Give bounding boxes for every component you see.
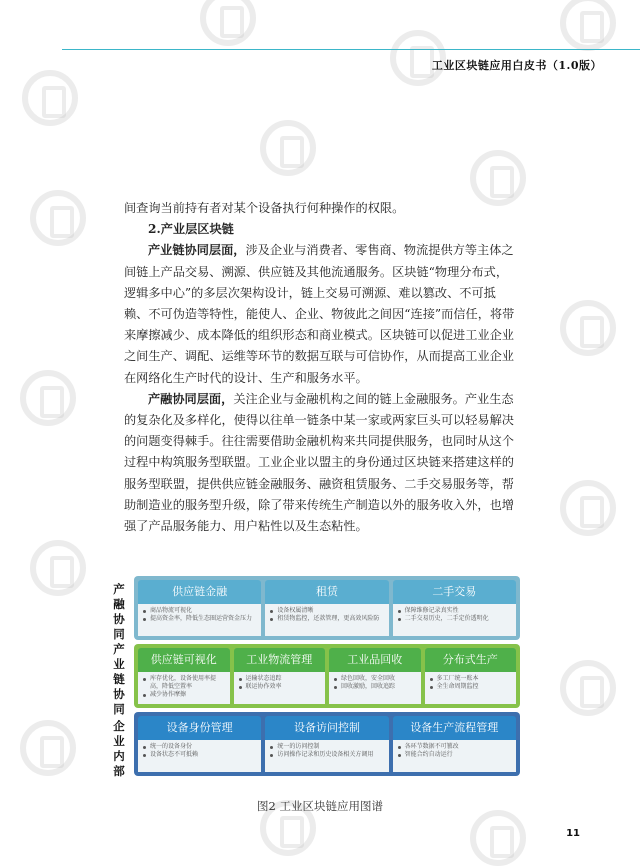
diagram-cell-item: 统一的设备身份 [150, 743, 257, 751]
diagram-cell-enterprise-2 [393, 716, 516, 772]
paragraph-body: 关注企业与金融机构之间的链上金融服务。产业生态的复杂化及多样化，使得以往单一链条中某一家或两家巨头可以轻易解决的问题变得棘手。往往需要借助金融机构来共同提供服务，也同时从这个过程中构筑服务型联盟。工业企业以盟主的身份通过区块链来搭建这样的服务型联盟，提供供应链金融服务、融资租赁服务、二手交易服务等，帮助制造业的服务型升级，除了带来传统生产制造以外的服务收入外，也增强了产品服务能力、用户粘性以及生态粘性。 [124, 391, 514, 534]
diagram-cell-title: 设备身份管理 [138, 716, 261, 740]
paragraph-industry-finance [124, 389, 516, 537]
diagram-cell-industry-2 [329, 648, 421, 704]
diagram-cell-item: 绿色回收，安全回收 [341, 675, 417, 683]
diagram-cell-items [234, 672, 326, 704]
diagram-cell-title: 供应链可视化 [138, 648, 230, 672]
paragraph-industry-chain [124, 240, 516, 388]
diagram-cell-item: 商品物流可视化 [150, 607, 257, 615]
diagram-cell-item: 智能合约自动运行 [405, 751, 512, 759]
diagram-cell-items [425, 672, 517, 704]
diagram-cell-item: 提高资金率，降低生态圈运营资金压力 [150, 615, 257, 623]
application-map-diagram [108, 576, 520, 776]
section-heading: 2.产业层区块链 [148, 222, 234, 237]
diagram-cell-industry-1 [234, 648, 326, 704]
diagram-cell-item: 设备权属清晰 [277, 607, 384, 615]
diagram-cell-title: 分布式生产 [425, 648, 517, 672]
diagram-cell-title: 供应链金融 [138, 580, 261, 604]
paragraph-continuation: 间查询当前持有者对某个设备执行何种操作的权限。 [124, 201, 405, 215]
row-label-enterprise: 企 业 内 部 [113, 719, 125, 778]
diagram-cell-item: 各环节数据不可篡改 [405, 743, 512, 751]
diagram-cell-item: 联运协作效率 [246, 683, 322, 691]
diagram-cell-enterprise-0 [138, 716, 261, 772]
diagram-cell-title: 设备访问控制 [265, 716, 388, 740]
diagram-cell-title: 工业品回收 [329, 648, 421, 672]
diagram-cell-title: 设备生产流程管理 [393, 716, 516, 740]
diagram-cell-item: 租赁物监控，还款管理，更高效风险防 [277, 615, 384, 623]
diagram-cell-items [329, 672, 421, 704]
diagram-cell-finance-1 [265, 580, 388, 636]
diagram-cell-items [138, 604, 261, 636]
diagram-cell-title: 工业物流管理 [234, 648, 326, 672]
row-finance [134, 576, 520, 640]
body-text [124, 198, 516, 537]
diagram-cell-item: 保障维修记录真实性 [405, 607, 512, 615]
diagram-cell-item: 统一的访问控制 [277, 743, 384, 751]
diagram-cell-item: 访问操作记录和历史设备相关方调用 [277, 751, 384, 759]
paragraph-lead: 产业链协同层面， [148, 243, 246, 258]
diagram-cell-item: 全生命周期监控 [437, 683, 513, 691]
diagram-cell-items [265, 740, 388, 772]
diagram-cell-items [265, 604, 388, 636]
diagram-cell-items [138, 740, 261, 772]
diagram-cell-item: 运输状态追踪 [246, 675, 322, 683]
diagram-cell-items [393, 604, 516, 636]
diagram-cell-items [393, 740, 516, 772]
diagram-cell-item: 二手交易历史，二手定价透明化 [405, 615, 512, 623]
row-label-finance: 产 融 协 同 [113, 582, 125, 641]
diagram-cell-finance-0 [138, 580, 261, 636]
diagram-cell-title: 二手交易 [393, 580, 516, 604]
row-label-industry: 产 业 链 协 同 [113, 642, 125, 716]
running-header-title: 工业区块链应用白皮书（1.0版） [431, 59, 602, 72]
diagram-cell-industry-0 [138, 648, 230, 704]
diagram-cell-finance-2 [393, 580, 516, 636]
diagram-cell-item: 减少协作摩擦 [150, 691, 226, 699]
page-number: 11 [566, 828, 580, 839]
row-enterprise [134, 712, 520, 776]
diagram-cell-item: 库存优化，设备使用率提高，降低空置率 [150, 675, 226, 691]
header-rule [62, 49, 640, 50]
row-industry [134, 644, 520, 708]
diagram-cell-item: 回收激励，回收追踪 [341, 683, 417, 691]
diagram-cell-item: 设备状态不可抵赖 [150, 751, 257, 759]
paragraph-body: 涉及企业与消费者、零售商、物流提供方等主体之间链上产品交易、溯源、供应链及其他流通服务。区块链“物理分布式，逻辑多中心”的多层次架构设计，链上交易可溯源、难以篡改、不可抵赖、不可伪造等特性，能使人、企业、物彼此之间因“连接”而信任，将带来摩擦减少、成本降低的组织形态和商业模式。区块链可以促进工业企业之间生产、调配、运维等环节的数据互联与可信协作，从而提高工业企业在网络化生产时代的设计、生产和服务水平。 [124, 243, 515, 385]
figure-caption: 图2 工业区块链应用图谱 [257, 799, 383, 813]
diagram-cell-item: 多工厂统一账本 [437, 675, 513, 683]
diagram-cell-enterprise-1 [265, 716, 388, 772]
diagram-cell-title: 租赁 [265, 580, 388, 604]
diagram-cell-items [138, 672, 230, 704]
diagram-cell-industry-3 [425, 648, 517, 704]
paragraph-lead: 产融协同层面， [148, 391, 234, 406]
